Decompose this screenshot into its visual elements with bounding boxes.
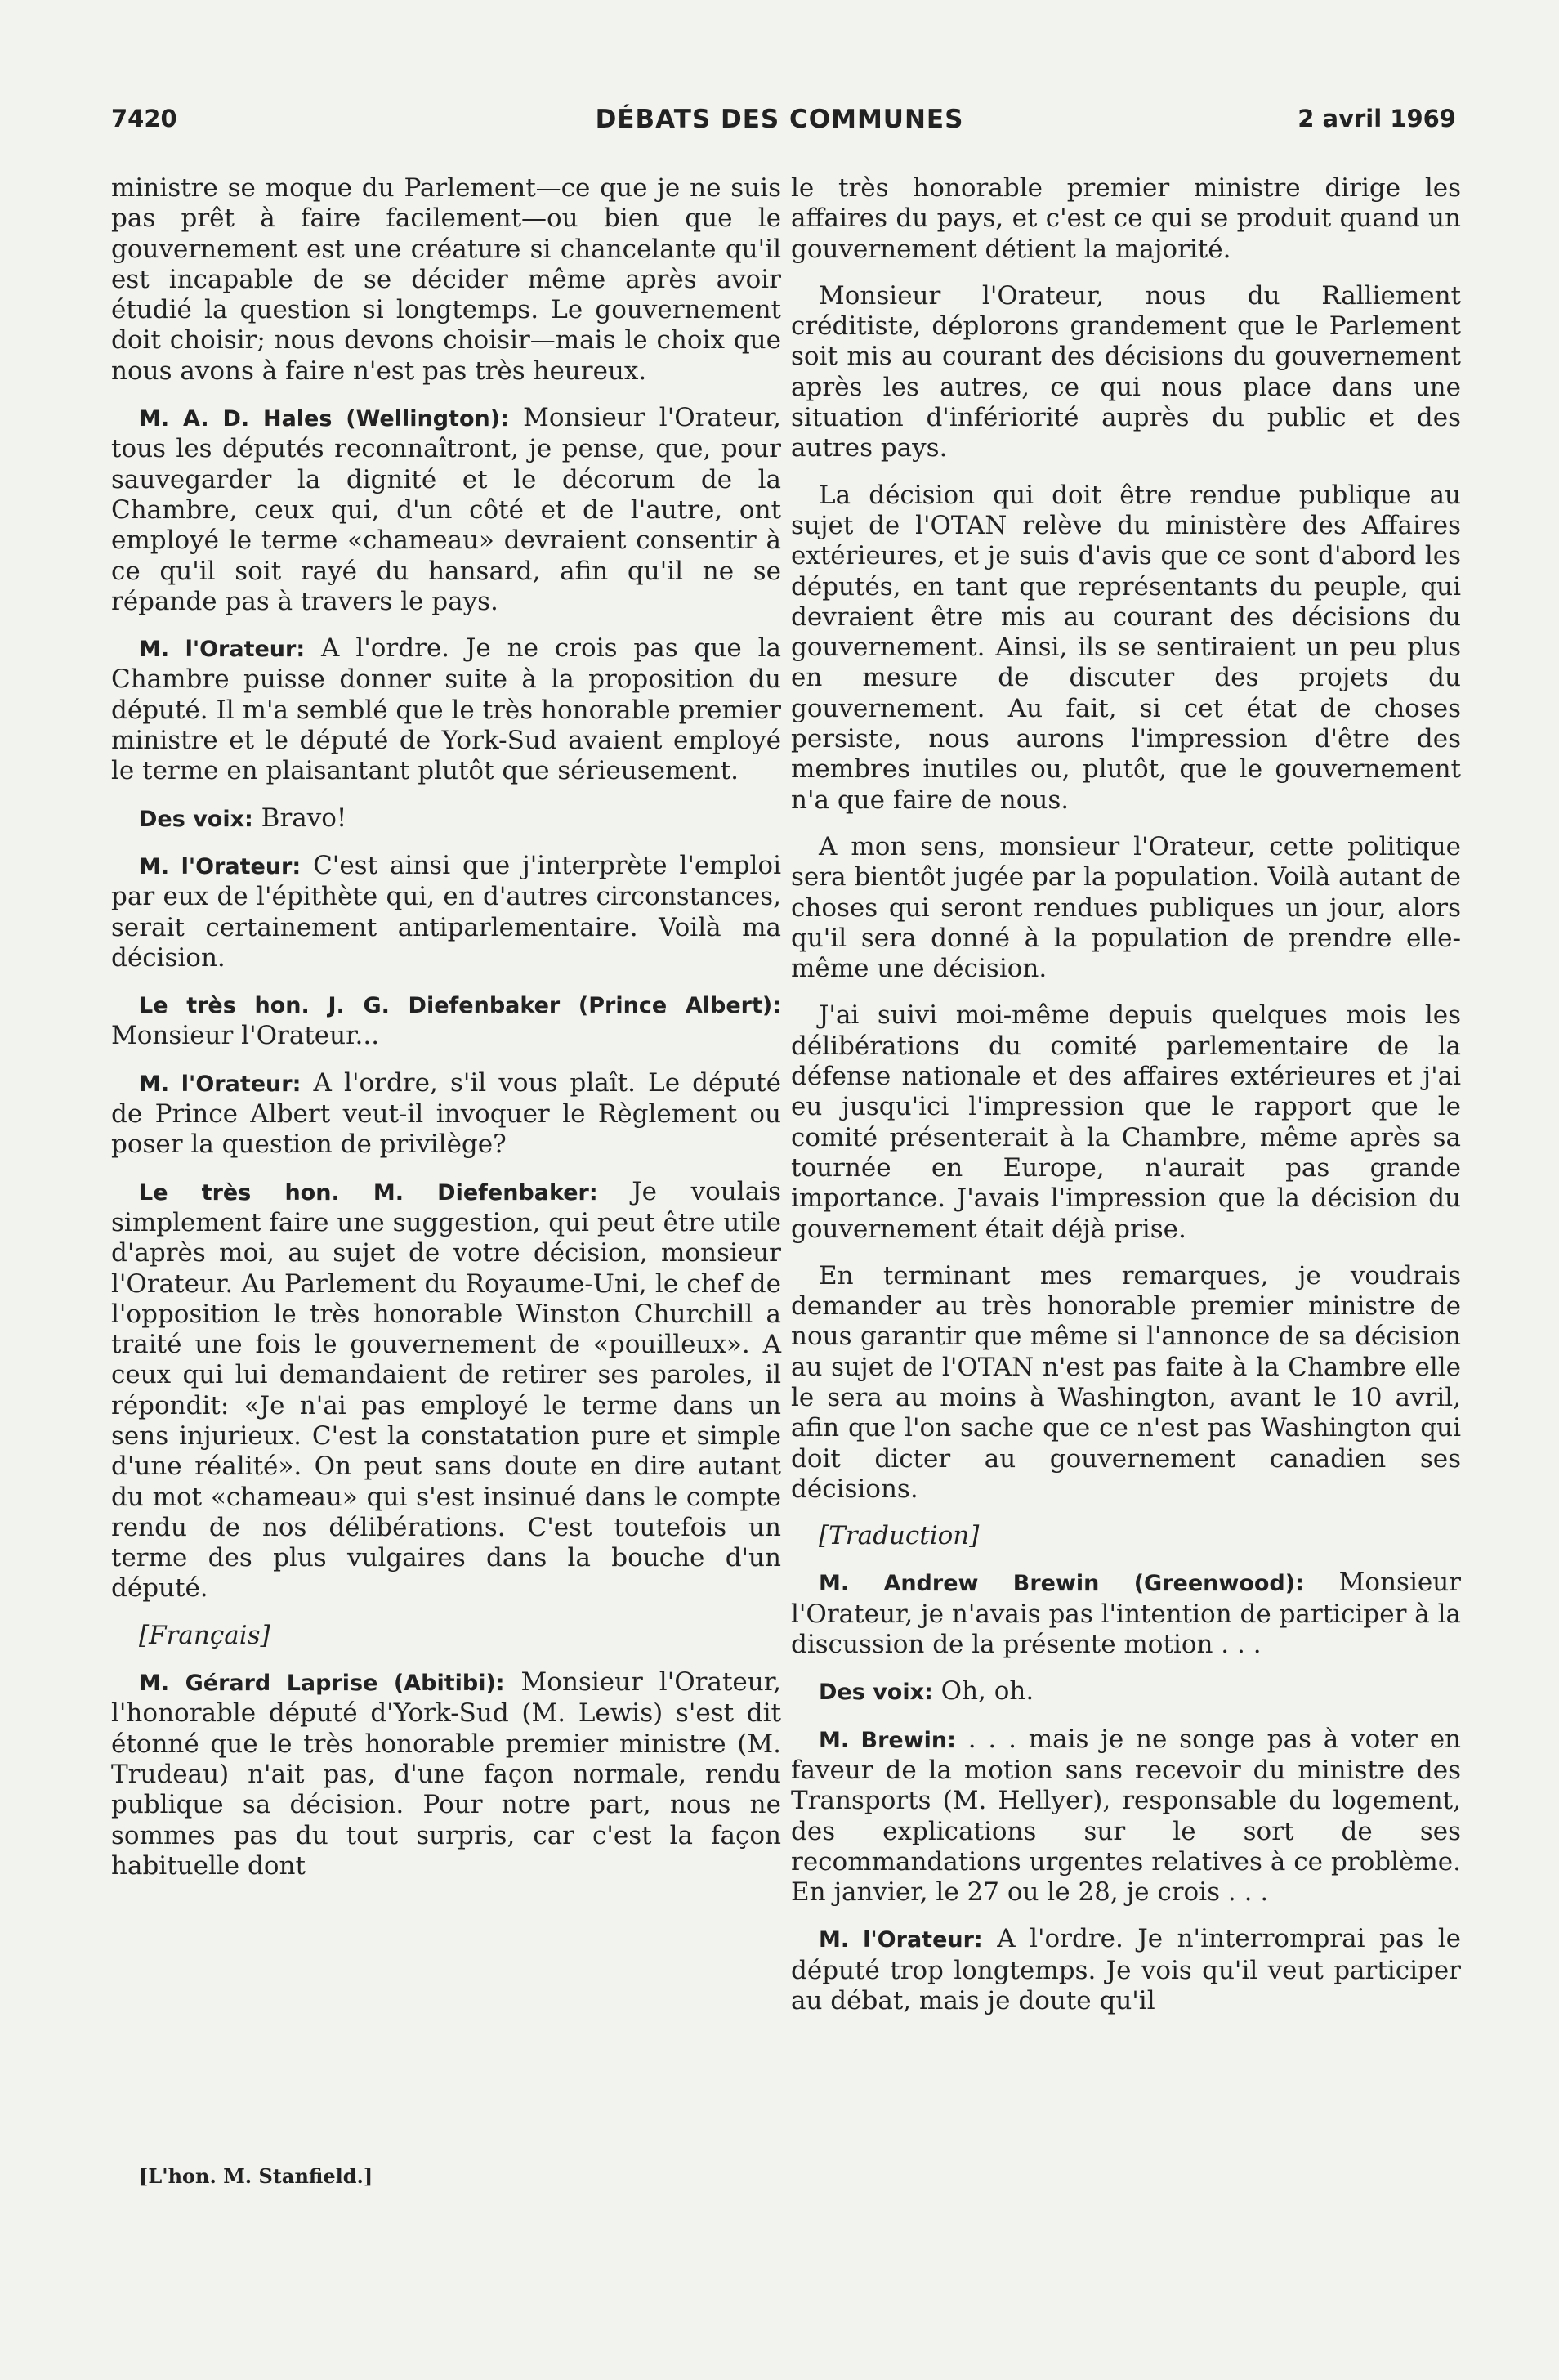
speaker-name: M. Gérard Laprise (Abitibi): <box>139 1671 505 1697</box>
speech <box>791 1676 1461 1707</box>
speech-text: Monsieur l'Orateur... <box>111 1021 380 1051</box>
section-marker: [Traduction] <box>819 1521 980 1551</box>
paragraph: Monsieur l'Orateur, nous du Ralliement créditiste, déplorons grandement que le Parlement soit mis au courant des décisions du gouvernement après les autres, ce qui nous place dans une situation d'infériorité auprès du public et des autres pays. <box>791 280 1461 463</box>
page-title: DÉBATS DES COMMUNES <box>595 105 964 134</box>
speaker-name: Le très hon. J. G. Diefenbaker (Prince Albert): <box>139 993 781 1019</box>
speaker-name: M. l'Orateur: <box>139 853 302 879</box>
speech <box>111 1177 781 1604</box>
speech-text: C'est ainsi que j'interprète l'emploi par eux de l'épithète qui, en d'autres circonstances, serait certainement antiparlementaire. Voilà ma décision. <box>111 850 781 973</box>
speech-text: Bravo! <box>252 803 347 833</box>
speech-text: Monsieur l'Orateur, tous les députés reconnaîtront, je pense, que, pour sauvegarder la dignité et le décorum de la Chambre, ceux qui, d'un côté et de l'autre, ont employé le terme «chameau» devraient consentir à ce qu'il soit rayé du hansard, afin qu'il ne se répande pas à travers le pays. <box>111 403 781 616</box>
speaker-name: M. l'Orateur: <box>819 1927 983 1953</box>
speech <box>111 1667 781 1881</box>
speech-text: Monsieur l'Orateur, l'honorable député d'York-Sud (M. Lewis) s'est dit étonné que le très honorable premier ministre (M. Trudeau) n'ait pas, d'une façon normale, rendu publique sa décision. Pour notre part, nous ne sommes pas du tout surpris, car c'est la façon habituelle dont <box>111 1667 781 1881</box>
speech <box>111 803 781 834</box>
speech-text: Oh, oh. <box>932 1676 1034 1707</box>
page-date: 2 avril 1969 <box>1298 105 1456 132</box>
section-marker: [Français] <box>139 1620 270 1650</box>
speaker-name: Le très hon. M. Diefenbaker: <box>139 1179 598 1206</box>
speech <box>791 1568 1461 1660</box>
speaker-name: M. l'Orateur: <box>139 1071 302 1097</box>
speaker-name: M. A. D. Hales (Wellington): <box>139 406 509 432</box>
speech-text: Monsieur l'Orateur, je n'avais pas l'intention de participer à la discussion de la présente motion . . . <box>791 1568 1461 1660</box>
speaker-name: Des voix: <box>819 1680 933 1706</box>
paragraph: le très honorable premier ministre dirige les affaires du pays, et c'est ce qui se produit quand un gouvernement détient la majorité. <box>791 173 1461 264</box>
speech <box>791 1725 1461 1908</box>
speech-text: A l'ordre. Je ne crois pas que la Chambre puisse donner suite à la proposition du député. Il m'a semblé que le très honorable premier ministre et le député de York-Sud avaient employé le terme en plaisantant plutôt que sérieusement. <box>111 633 781 786</box>
speech-text: Je voulais simplement faire une suggestion, qui peut être utile d'après moi, au sujet de votre décision, monsieur l'Orateur. Au Parlement du Royaume-Uni, le chef de l'opposition le très honorable Winston Churchill a traité une fois le gouvernement de «pouilleux». A ceux qui lui demandaient de retirer ses paroles, il répondit: «Je n'ai pas employé le terme dans un sens injurieux. C'est la constatation pure et simple d'une réalité». On peut sans doute en dire autant du mot «chameau» qui s'est insinué dans le compte rendu de nos délibérations. C'est toutefois un terme des plus vulgaires dans la bouche d'un député. <box>111 1176 781 1604</box>
page-number: 7420 <box>111 105 177 132</box>
speaker-name: M. Andrew Brewin (Greenwood): <box>819 1571 1304 1597</box>
speech <box>791 1924 1461 2016</box>
right-column <box>791 173 1461 2033</box>
speaker-name: Des voix: <box>139 806 253 832</box>
speech <box>111 990 781 1052</box>
paragraph: ministre se moque du Parlement—ce que je ne suis pas prêt à faire facilement—ou bien que le gouvernement est une créature si chancelante qu'il est incapable de se décider même après avoir étudié la question si longtemps. Le gouvernement doit choisir; nous devons choisir—mais le choix que nous avons à faire n'est pas très heureux. <box>111 173 781 386</box>
paragraph: J'ai suivi moi-même depuis quelques mois les délibérations du comité parlementaire de la défense nationale et des affaires extérieures et j'ai eu jusqu'ici l'impression que le rapport que le comité présenterait à la Chambre, même après sa tournée en Europe, n'aurait pas grande importance. J'avais l'impression que la décision du gouvernement était déjà prise. <box>791 1000 1461 1244</box>
paragraph: En terminant mes remarques, je voudrais demander au très honorable premier ministre de nous garantir que même si l'annonce de sa décision au sujet de l'OTAN n'est pas faite à la Chambre elle le sera au moins à Washington, avant le 10 avril, afin que l'on sache que ce n'est pas Washington qui doit dicter au gouvernement canadien ses décisions. <box>791 1260 1461 1504</box>
speech-text: A l'ordre, s'il vous plaît. Le député de Prince Albert veut-il invoquer le Règlement ou poser la question de privilège? <box>111 1067 781 1160</box>
paragraph: La décision qui doit être rendue publique au sujet de l'OTAN relève du ministère des Affaires extérieures, et je suis d'avis que ce sont d'abord les députés, en tant que représentants du peuple, qui devraient être mis au courant des décisions du gouvernement. Ainsi, ils se sentiraient un peu plus en mesure de discuter des projets du gouvernement. Au fait, si cet état de choses persiste, nous aurons l'impression d'être des membres inutiles ou, plutôt, que le gouvernement n'a que faire de nous. <box>791 480 1461 815</box>
speech <box>111 403 781 617</box>
speaker-name: M. Brewin: <box>819 1727 956 1753</box>
page-header <box>0 105 1559 145</box>
paragraph: A mon sens, monsieur l'Orateur, cette politique sera bientôt jugée par la population. Voilà autant de choses qui seront rendues publiques un jour, alors qu'il sera donné à la population de prendre elle-même une décision. <box>791 831 1461 984</box>
speech-text: . . . mais je ne songe pas à voter en faveur de la motion sans recevoir du ministre des Transports (M. Hellyer), responsable du logement, des explications sur le sort de ses recommandations urgentes relatives à ce problème. En janvier, le 27 ou le 28, je crois . . . <box>791 1724 1462 1908</box>
speech <box>111 1068 781 1161</box>
left-column <box>111 173 781 1898</box>
footer-note: [L'hon. M. Stanfield.] <box>139 2164 373 2188</box>
speaker-name: M. l'Orateur: <box>139 637 306 663</box>
speech <box>111 633 781 786</box>
speech-text: A l'ordre. Je n'interromprai pas le député trop longtemps. Je vois qu'il veut participer au débat, mais je doute qu'il <box>791 1924 1461 2016</box>
speech <box>111 851 781 973</box>
